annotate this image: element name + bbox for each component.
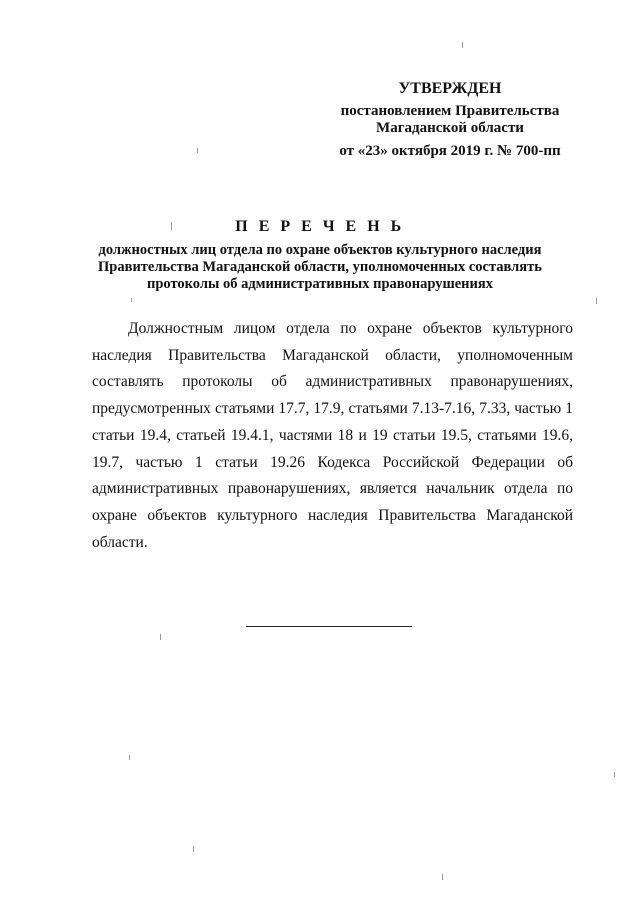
- heading-line-1: должностных лиц отдела по охране объектов культурного наследия: [98, 242, 542, 258]
- scan-speck: [171, 222, 172, 230]
- heading-line-2: Правительства Магаданской области, уполномоченных составлять: [98, 259, 542, 275]
- scan-speck: [131, 298, 132, 302]
- approval-order-line: от «23» октября 2019 г. № 700-пп: [339, 143, 561, 159]
- document-title: П Е Р Е Ч Е Н Ь: [235, 218, 405, 235]
- scan-speck: [596, 298, 597, 304]
- scan-speck: [160, 634, 161, 640]
- closing-separator-line: [246, 626, 412, 627]
- scan-speck: [614, 772, 615, 777]
- scan-speck: [129, 755, 130, 760]
- scan-speck: [442, 874, 443, 880]
- scan-speck: [462, 42, 463, 48]
- approval-region-line: Магаданской области: [376, 120, 524, 136]
- approval-stamp: [330, 80, 570, 160]
- approval-decree-line: постановлением Правительства: [340, 103, 560, 119]
- body-paragraph: Должностным лицом отдела по охране объектов культурного наследия Правительства Магаданской области, уполномоченным составлять протоколы об административных правонарушениях, предусмотренных статьями 17.7, 17.9, статьями 7.13-7.16, 7.33, частью 1 статьи 19.4, статьей 19.4.1, частями 18 и 19 статьи 19.5, статьями 19.6, 19.7, частью 1 статьи 19.26 Кодекса Российской Федерации об административных правонарушениях, является начальник отдела по охране объектов культурного наследия Правительства Магаданской области.: [92, 320, 573, 551]
- approved-label: УТВЕРЖДЕН: [398, 80, 502, 97]
- scan-speck: [197, 148, 198, 153]
- scan-speck: [193, 846, 194, 852]
- document-heading: [60, 218, 580, 293]
- heading-line-3: протоколы об административных правонарушениях: [146, 276, 493, 292]
